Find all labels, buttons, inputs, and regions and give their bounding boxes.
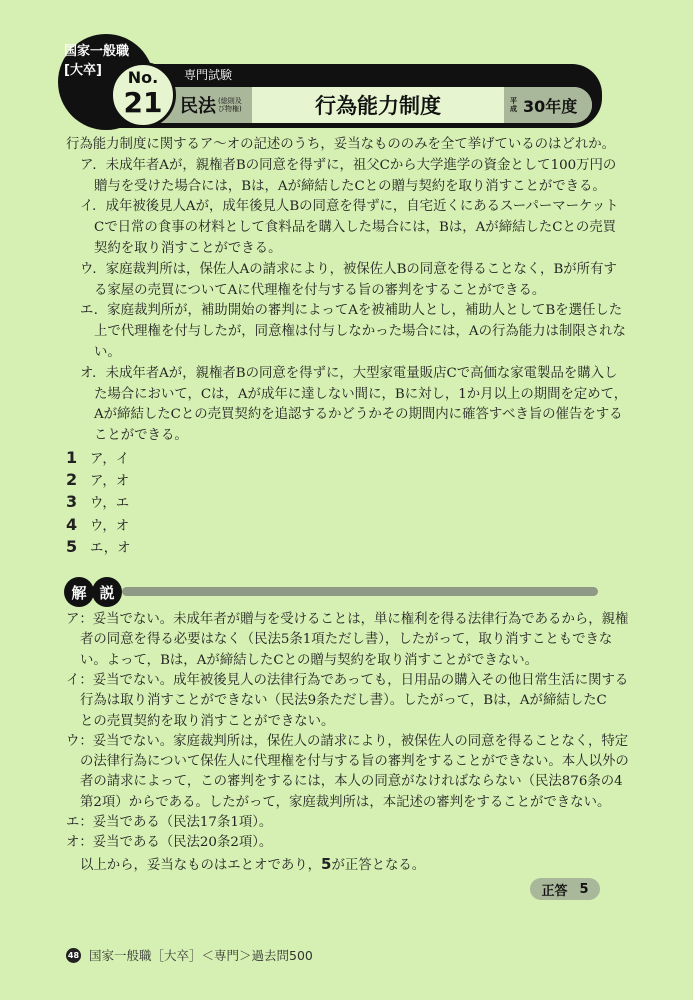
question-line: オ．未成年者Aが，親権者Bの同意を得ずに，大型家電量販店Cで高価な家電製品を購入し bbox=[80, 365, 618, 381]
explanation-line: イ：妥当でない。成年被後見人の法律行為であっても，日用品の購入その他日常生活に関する bbox=[66, 672, 629, 688]
section-label: 専門試験 bbox=[184, 68, 233, 82]
question-line: Cで日常の食事の材料として食料品を購入した場合には，Bは，Aが締結したCとの売買 bbox=[94, 220, 617, 236]
explanation-line: エ：妥当である（民法17条1項）。 bbox=[66, 815, 273, 830]
question-line: エ．家庭裁判所が，補助開始の審判によってAを被補助人とし，補助人としてBを選任した bbox=[80, 303, 623, 319]
page-number: 48 bbox=[66, 948, 81, 963]
correct-answer-badge bbox=[530, 878, 600, 900]
choice-text: ウ，オ bbox=[90, 518, 130, 534]
explanation-line: 者の請求によって，この審判をするには，本人の同意がなければならない（民法876条の4 bbox=[80, 774, 623, 790]
subject-note: (総則及び物権) bbox=[218, 97, 242, 113]
question-line: ア．未成年者Aが，親権者Bの同意を得ずに，祖父Cから大学進学の資金として100万円の bbox=[80, 157, 617, 173]
conclusion-pre: 以上から，妥当なものはエとオであり， bbox=[80, 858, 322, 873]
choice-text: エ，オ bbox=[90, 540, 131, 556]
explanation-line: オ：妥当である（民法20条2項）。 bbox=[66, 835, 273, 851]
conclusion bbox=[80, 854, 425, 876]
explanation-line: ウ：妥当でない。家庭裁判所は，保佐人の請求により，被保佐人の同意を得ることなく，特定 bbox=[66, 733, 629, 749]
choice-text: ア，イ bbox=[90, 452, 130, 467]
question-line: Aが締結したCとの売買契約を追認するかどうかその期間内に確答すべき旨の催告をする bbox=[94, 407, 623, 423]
question-line: イ．成年被後見人Aが，成年後見人Bの同意を得ずに，自宅近くにあるスーパーマーケット bbox=[80, 199, 619, 215]
number-value: 21 bbox=[123, 86, 163, 119]
choice-text: ウ，エ bbox=[90, 496, 130, 512]
conclusion-post: が正答となる。 bbox=[331, 858, 426, 873]
explanation-line: 者の同意を得る必要はなく（民法5条1項ただし書），したがって，取り消すこともできな bbox=[80, 632, 613, 648]
number-label: No. bbox=[127, 68, 159, 87]
exam-year bbox=[504, 87, 592, 123]
page-footer bbox=[66, 946, 313, 964]
choice-number: 1 bbox=[66, 448, 78, 467]
question-line: 契約を取り消すことができる。 bbox=[94, 241, 282, 256]
answer-choice bbox=[66, 470, 129, 492]
subject-name: 民法 bbox=[180, 96, 216, 117]
answer-label: 正答 bbox=[541, 883, 568, 899]
choice-text: ア，オ bbox=[90, 474, 130, 490]
heading-char: 説 bbox=[92, 577, 122, 607]
question-line: ウ．家庭裁判所は，保佐人Aの請求により，被保佐人Bの同意を得ることなく，Bが所有す bbox=[80, 261, 617, 277]
choice-number: 2 bbox=[66, 470, 78, 490]
answer-choice bbox=[66, 492, 129, 514]
year: 30年度 bbox=[523, 96, 578, 116]
choice-number: 3 bbox=[66, 492, 78, 512]
explanation-line: ア：妥当でない。未成年者が贈与を受けることは，単に権利を得る法律行為であるから，親権 bbox=[66, 612, 629, 627]
page-title: 行為能力制度 bbox=[315, 94, 441, 118]
choice-number: 4 bbox=[66, 514, 78, 534]
conclusion-number: 5 bbox=[321, 855, 332, 873]
question-line: る家屋の売買についてAに代理権を付与する旨の審判をすることができる。 bbox=[94, 282, 546, 298]
exam-subtitle: [大卒] bbox=[64, 63, 102, 78]
era: 平成 bbox=[510, 97, 517, 113]
explanation-line: の法律行為について保佐人に代理権を付与する旨の審判をすることができない。本人以外の bbox=[80, 754, 629, 770]
exam-title: 国家一般職 bbox=[64, 44, 130, 59]
divider bbox=[122, 587, 598, 596]
header-inner bbox=[152, 87, 592, 123]
footer-text: 国家一般職［大卒］＜専門＞過去問500 bbox=[89, 948, 313, 963]
explanation-line: との売買契約を取り消すことができない。 bbox=[80, 713, 335, 729]
question-line: 贈与を受けた場合には，Bは，Aが締結したCとの贈与契約を取り消すことができる。 bbox=[94, 178, 606, 194]
answer-value: 5 bbox=[579, 881, 589, 897]
explanation-heading bbox=[64, 577, 120, 607]
heading-char: 解 bbox=[64, 577, 94, 607]
explanation-line: 行為は取り消すことができない（民法9条ただし書）。したがって，Bは，Aが締結したC bbox=[80, 693, 607, 709]
answer-choice bbox=[66, 515, 129, 537]
question-number bbox=[110, 62, 176, 128]
question-line: 上で代理権を付与したが，同意権は付与しなかった場合には，Aの行為能力は制限されな bbox=[94, 324, 626, 340]
question-stem: 行為能力制度に関するア～オの記述のうち，妥当なもののみを全て挙げているのはどれか。 bbox=[66, 137, 616, 152]
explanation-line: い。よって，Bは，Aが締結したCとの贈与契約を取り消すことができない。 bbox=[80, 652, 538, 668]
question-line: た場合において，Cは，Aが成年に達しない間に，Bに対し，1か月以上の期間を定めて， bbox=[94, 386, 628, 402]
question-line: い。 bbox=[94, 345, 121, 360]
question-line: ことができる。 bbox=[94, 428, 188, 444]
answer-choice bbox=[66, 537, 131, 559]
explanation-line: 第2項）からである。したがって，家庭裁判所は，本記述の審判をすることができない。 bbox=[80, 794, 611, 810]
answer-choice bbox=[66, 448, 129, 470]
choice-number: 5 bbox=[66, 536, 78, 556]
